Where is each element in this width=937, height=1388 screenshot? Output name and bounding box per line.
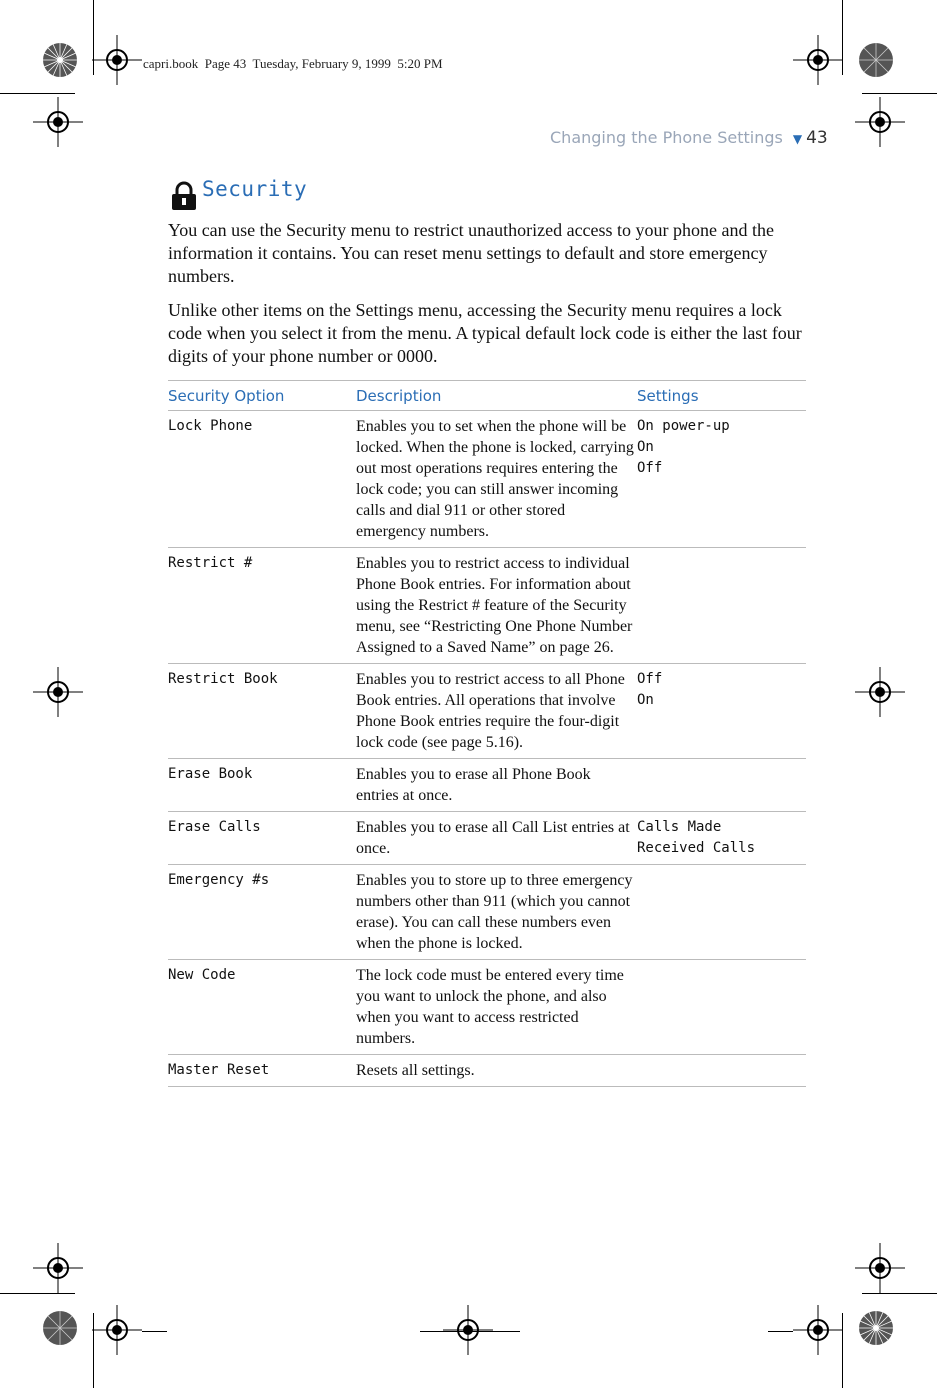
lock-code-paragraph: Unlike other items on the Settings menu, accessing the Security menu requires a lock code when you select it from the menu. A typical default lock code is either the last four digits of your phone number or 0000. <box>168 300 802 366</box>
option-description: Enables you to erase all Call List entries at once. <box>356 819 630 857</box>
triangle-down-icon: ▼ <box>792 132 803 146</box>
print-slug: capri.book Page 43 Tuesday, February 9, 1999 5:20 PM <box>143 56 443 71</box>
option-name: Lock Phone <box>168 418 253 434</box>
starburst-disk-icon <box>858 42 894 78</box>
table-header <box>168 380 806 411</box>
option-description: The lock code must be entered every time you want to unlock the phone, and also when you want to access restricted numbers. <box>356 967 624 1047</box>
option-settings <box>637 416 806 542</box>
table-row <box>168 664 806 759</box>
option-description: Enables you to restrict access to individual Phone Book entries. For information about using the Restrict # feature of the Security menu, see “Restricting One Phone Number Assigned to a Saved Name” on page 26. <box>356 555 633 656</box>
header-section: Changing the Phone Settings <box>550 128 783 147</box>
option-description: Enables you to set when the phone will be locked. When the phone is locked, carrying out most operations requires entering the lock code; you can still answer incoming calls and dial 911 or other stored emergency numbers. <box>356 418 634 540</box>
option-description: Enables you to store up to three emergency numbers other than 911 (which you cannot erase). You can call these numbers even when the phone is locked. <box>356 872 633 952</box>
setting-value: Off <box>637 460 663 476</box>
registration-target-icon <box>33 97 83 147</box>
option-description: Enables you to erase all Phone Book entries at once. <box>356 766 591 804</box>
setting-value: Off <box>637 671 663 687</box>
starburst-disk-icon <box>858 1310 894 1346</box>
option-settings <box>637 1060 806 1081</box>
option-name: Master Reset <box>168 1062 270 1078</box>
page-title: Security <box>202 177 308 201</box>
option-settings <box>637 764 806 806</box>
registration-target-icon <box>33 1243 83 1293</box>
table-row <box>168 759 806 812</box>
running-header <box>550 128 828 148</box>
registration-target-icon <box>793 35 843 85</box>
table-row <box>168 960 806 1055</box>
registration-target-icon <box>855 667 905 717</box>
setting-value: On power-up <box>637 418 730 434</box>
starburst-disk-icon <box>42 42 78 78</box>
starburst-disk-icon <box>42 1310 78 1346</box>
crop-line <box>768 1331 793 1332</box>
crop-line <box>420 1331 520 1332</box>
option-settings <box>637 965 806 1049</box>
setting-value: On <box>637 439 654 455</box>
option-settings <box>637 553 806 658</box>
option-name: Erase Book <box>168 766 253 782</box>
registration-target-icon <box>92 1305 142 1355</box>
setting-value: Received Calls <box>637 840 756 856</box>
option-name: Restrict Book <box>168 671 278 687</box>
setting-value: Calls Made <box>637 819 722 835</box>
crop-line <box>142 1331 167 1332</box>
option-name: Emergency #s <box>168 872 270 888</box>
option-name: Erase Calls <box>168 819 261 835</box>
option-settings <box>637 870 806 954</box>
option-description: Enables you to restrict access to all Phone Book entries. All operations that involve Phone Book entries require the four-digit lock code (see page 5.16). <box>356 671 625 751</box>
option-description: Resets all settings. <box>356 1062 475 1079</box>
intro-paragraph: You can use the Security menu to restrict unauthorized access to your phone and the information it contains. You can reset menu settings to default and store emergency numbers. <box>168 220 775 286</box>
table-row <box>168 411 806 548</box>
table-row <box>168 812 806 865</box>
setting-value: On <box>637 692 654 708</box>
column-header-description: Description <box>356 386 442 405</box>
option-settings <box>637 817 806 859</box>
page-number: 43 <box>806 128 828 148</box>
option-name: New Code <box>168 967 236 983</box>
registration-target-icon <box>92 35 142 85</box>
column-header-settings: Settings <box>637 386 699 405</box>
registration-target-icon <box>793 1305 843 1355</box>
table-row <box>168 1055 806 1087</box>
column-header-option: Security Option <box>168 386 285 405</box>
table-row <box>168 865 806 960</box>
security-options-table <box>168 380 806 1087</box>
registration-target-icon <box>33 667 83 717</box>
option-name: Restrict # <box>168 555 253 571</box>
lock-icon <box>170 181 198 211</box>
option-settings <box>637 669 806 753</box>
table-row <box>168 548 806 664</box>
registration-target-icon <box>855 1243 905 1293</box>
registration-target-icon <box>443 1305 493 1355</box>
section-heading <box>170 177 308 211</box>
registration-target-icon <box>855 97 905 147</box>
